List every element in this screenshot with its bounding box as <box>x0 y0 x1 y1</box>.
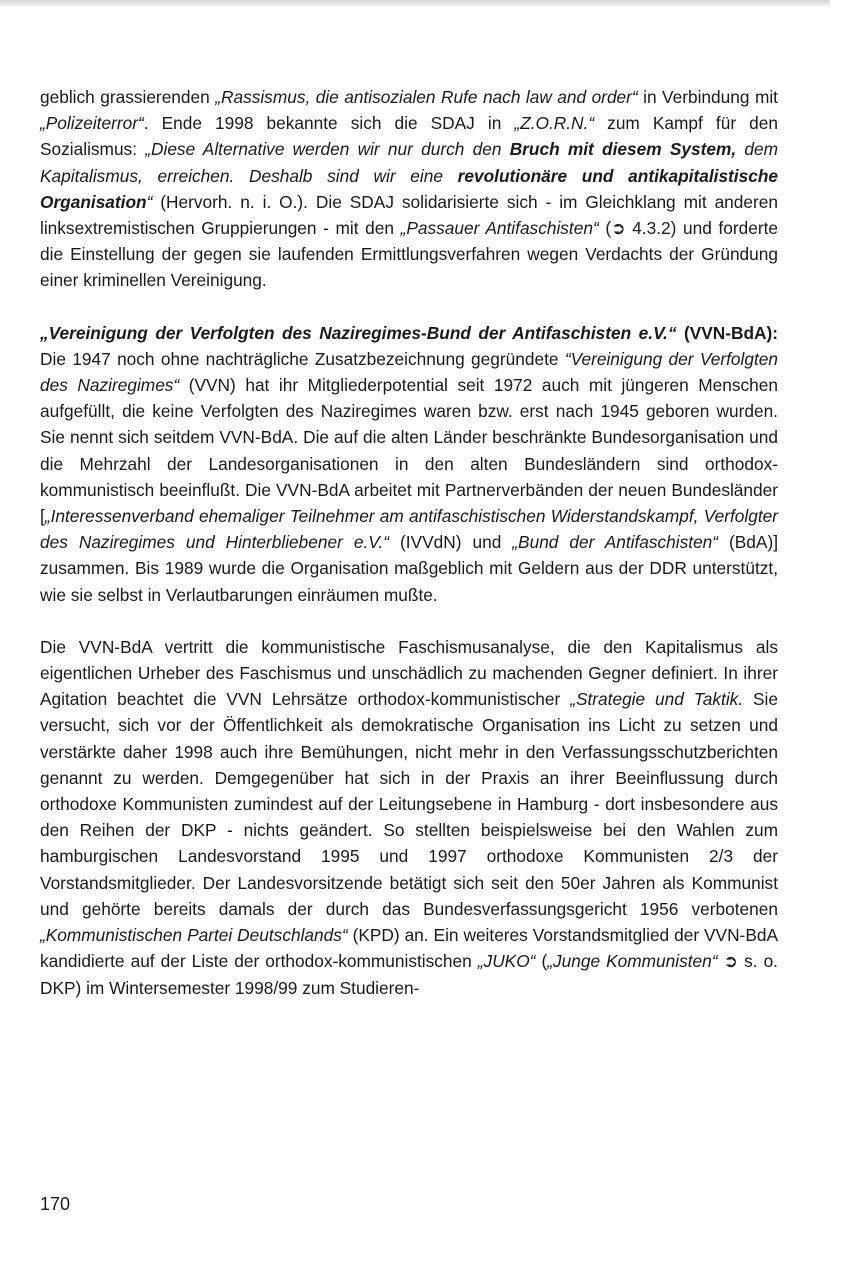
text-run: „Interessenverband ehemaliger Teilnehmer am antifaschistischen Widerstandskampf, Verfolgter des Naziregimes und Hinterbliebener e.V.“ <box>40 506 778 553</box>
text-run: (BdA)] zusammen. Bis 1989 wurde die Organisation maßgeblich mit Geldern aus der DDR unterstützt, wie sie selbst in Verlautbarungen einräumen mußte. <box>40 532 778 605</box>
text-run: „Strategie und Taktik. <box>570 689 744 710</box>
text-run: (KPD) an. Ein weiteres Vorstandsmitglied der VVN-BdA kandidierte auf der Liste der orthodox-kommunistischen <box>40 925 778 972</box>
text-run: revolutionäre und antikapitalistische Organisation <box>40 165 778 212</box>
text-run: in Verbindung mit <box>637 87 778 107</box>
paragraph-sdaj <box>40 84 778 294</box>
text-run: “ <box>146 191 153 212</box>
text-run: Bruch mit diesem System, <box>509 139 737 160</box>
text-run: dem Kapitalismus, erreichen. Deshalb sind wir eine <box>40 139 779 186</box>
text-run: „Passauer Antifaschisten“ <box>400 218 599 239</box>
text-run: ( <box>535 951 548 972</box>
paragraph-vvn-bda-intro <box>40 320 778 608</box>
text-run: „Diese Alternative werden wir nur durch den <box>145 139 510 160</box>
text-run: „Junge Kommunisten“ <box>547 951 718 972</box>
text-run: Die 1947 noch ohne nachträgliche Zusatzbezeichnung gegründete <box>40 348 565 369</box>
text-run: (VVN-BdA): <box>676 322 779 343</box>
text-run: “Vereinigung der Verfolgten des Naziregimes“ <box>40 348 778 396</box>
body-text <box>40 84 778 1027</box>
text-run: Sie versucht, sich vor der Öffentlichkeit als demokratische Organisation ins Licht zu setzen und verstärkte daher 1998 auch ihre Bemühungen, nicht mehr in den Verfassungsschutzberichten genannt zu werden. Demgegenüber hat sich in der Praxis an ihrer Beeinflussung durch orthodoxe Kommunisten zumindest auf der Leitungsebene in Hamburg - dort insbesondere aus den Reihen der DKP - nichts geändert. So stellten beispielsweise bei den Wahlen zum hamburgischen Landesvorstand 1995 und 1997 orthodoxe Kommunisten 2/3 der Vorstandsmitglieder. Der Landesvorsitzende betätigt sich seit den 50er Jahren als Kommunist und gehörte bereits damals der durch das Bundesverfassungsgericht 1956 verbotenen <box>40 689 779 919</box>
text-run: (IVVdN) und <box>389 532 513 553</box>
text-run: . Ende 1998 bekannte sich die SDAJ in <box>143 113 515 134</box>
top-rule <box>0 0 830 6</box>
text-run: „JUKO“ <box>477 951 536 972</box>
text-run: „Polizeiterror“ <box>40 113 144 134</box>
text-run: „Rassismus, die antisozialen Rufe nach law and order“ <box>215 87 638 107</box>
text-run: „Z.O.R.N.“ <box>514 113 595 134</box>
text-run: ➲ s. o. DKP) im Wintersemester 1998/99 zum Studieren- <box>40 951 778 998</box>
text-run: (➲ 4.3.2) und forderte die Einstellung der gegen sie laufenden Ermittlungsverfahren wegen Verdachts der Gründung einer kriminellen Vereinigung. <box>40 218 778 291</box>
text-run: „Bund der Antifaschisten“ <box>512 532 719 553</box>
text-run: (VVN) hat ihr Mitgliederpotential seit 1972 auch mit jüngeren Menschen aufgefüllt, die keine Verfolgten des Naziregimes waren bzw. erst nach 1945 geboren wurden. Sie nennt sich seitdem VVN-BdA. Die auf die alten Länder beschränkte Bundesorganisation und die Mehrzahl der Landesorganisationen in den alten Bundesländern sind orthodox-kommunistisch beeinflußt. Die VVN-BdA arbeitet mit Partnerverbänden der neuen Bundesländer [ <box>40 375 779 527</box>
text-run: (Hervorh. n. i. O.). Die SDAJ solidarisierte sich - im Gleichklang mit anderen linksextremistischen Gruppierungen - mit den <box>40 191 778 239</box>
text-run: „Kommunistischen Partei Deutschlands“ <box>40 925 348 946</box>
text-run: Die VVN-BdA vertritt die kommunistische Faschismusanalyse, die den Kapitalismus als eigentlichen Urheber des Faschismus und unschädlich zu machenden Gegner definiert. In ihrer Agitation beachtet die VVN Lehrsätze orthodox-kommunistischer <box>40 636 778 710</box>
text-run: „Vereinigung der Verfolgten des Naziregimes-Bund der Antifaschisten e.V.“ <box>40 322 677 343</box>
page-number: 170 <box>40 1194 71 1214</box>
text-run: zum Kampf für den Sozialismus: <box>40 113 778 160</box>
text-run: geblich grassierenden <box>40 87 216 107</box>
paragraph-vvn-bda-analysis <box>40 634 778 1001</box>
